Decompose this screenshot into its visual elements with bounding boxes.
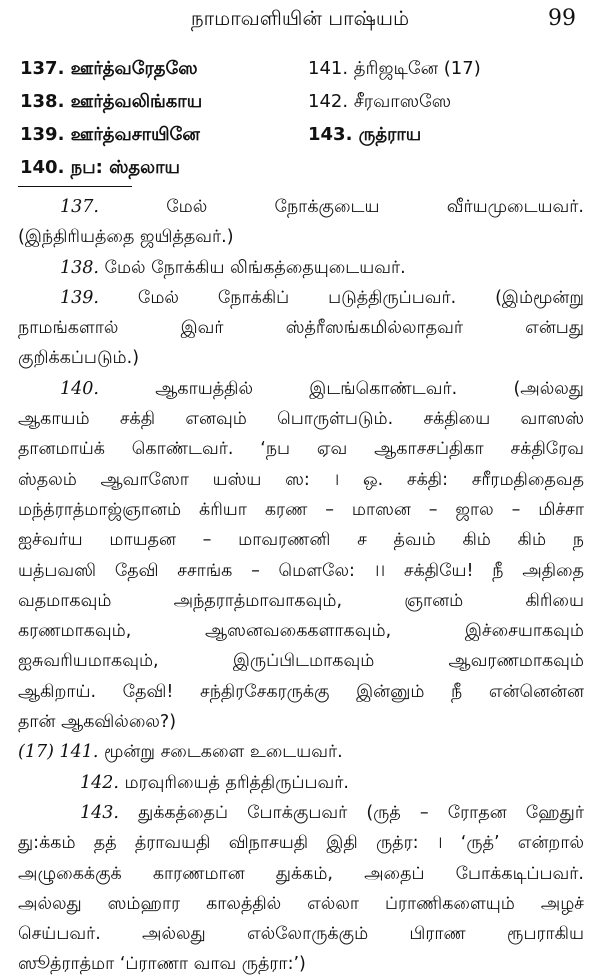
commentary-line xyxy=(18,919,584,949)
page-number: 99 xyxy=(548,6,576,31)
line-text: (இந்திரியத்தை ஜயித்தவர்.) xyxy=(18,227,234,248)
name-143: 143. ருத்ராய xyxy=(308,124,422,145)
name-137: 137. ஊர்த்வரேதஸே xyxy=(20,58,198,79)
commentary-line xyxy=(18,404,584,434)
line-text: தானமாய்க் கொண்டவர். ‘நப ஏவ ஆகாசசப்திகா சக்திரேவ xyxy=(18,439,584,460)
line-text: அல்லது ஸம்ஹார காலத்தில் எல்லா ப்ராணிகளையும் அழச் xyxy=(18,893,584,914)
line-text: ஐசுவரியமாகவும், இருப்பிடமாகவும் ஆவரணமாகவும் xyxy=(18,651,584,672)
names-row xyxy=(16,91,586,124)
line-text: யத்பவஸி தேவி சசாங்க – மௌலே: ।। சக்தியே! நீ அதிதை xyxy=(18,560,584,581)
line-text: தான் ஆகவில்லை?) xyxy=(18,712,177,733)
line-text: ஆகிறாய். தேவி! சந்திரசேகரருக்கு இன்னும் நீ என்னென்ன xyxy=(18,681,584,702)
commentary-line xyxy=(18,828,584,858)
line-text: செய்பவர். அல்லது எல்லோருக்கும் பிராண ரூபராகிய xyxy=(18,924,584,945)
line-text: மரவுரியைத் தரித்திருப்பவர். xyxy=(124,772,349,793)
line-text: குறிக்கப்படும்.) xyxy=(18,348,140,369)
commentary-line xyxy=(18,495,584,525)
line-text: து:க்கம் தத் த்ராவயதி விநாசயதி இதி ருத்ர: । ‘ருத்’ என்றால் xyxy=(18,833,584,854)
commentary-line xyxy=(18,434,584,464)
names-table xyxy=(16,58,586,190)
names-row xyxy=(16,124,586,157)
line-text: வதமாகவும் அந்தராத்மாவாகவும், ஞானம் கிரியை xyxy=(18,590,584,611)
line-text: ஐச்வர்ய மாயதன – மாவரணனி ச த்வம் கிம் கிம் ந xyxy=(18,530,584,551)
commentary-line xyxy=(18,768,584,798)
line-text: நாமங்களால் இவர் ஸ்த்ரீஸங்கமில்லாதவர் என்பது xyxy=(18,318,584,339)
commentary-line xyxy=(18,586,584,616)
line-text: மூன்று சடைகளை உடையவர். xyxy=(104,742,343,763)
line-text: மேல் நோக்குடைய வீர்யமுடையவர். xyxy=(166,197,584,217)
line-text: கரணமாகவும், ஆஸனவகைகளாகவும், இச்சையாகவும் xyxy=(18,621,584,642)
commentary-line xyxy=(18,313,584,343)
commentary-line xyxy=(18,737,584,767)
entry-number: 142. xyxy=(80,772,119,793)
line-text: துக்கத்தைப் போக்குபவர் (ருத் – ரோதன ஹேதுர் xyxy=(138,802,584,823)
commentary-line xyxy=(18,374,584,404)
commentary-line xyxy=(18,253,584,283)
commentary-line xyxy=(18,707,584,737)
entry-number: 139. xyxy=(60,287,99,308)
running-title: நாமாவளியின் பாஷ்யம் xyxy=(190,6,410,30)
entry-number: 138. xyxy=(60,257,99,278)
line-text: அழுகைக்குக் காரணமான துக்கம், அதைப் போக்கடிப்பவர். xyxy=(18,863,584,884)
entry-number: 137. xyxy=(60,197,99,217)
names-row xyxy=(16,58,586,91)
commentary-line xyxy=(18,283,584,313)
name-142: 142. சீரவாஸஸே xyxy=(308,91,452,112)
commentary-line xyxy=(18,798,584,828)
line-text: மேல் நோக்கிய லிங்கத்தையுடையவர். xyxy=(104,257,406,278)
line-text: ஸூத்ராத்மா ‘ப்ராணா வாவ ருத்ரா:’) xyxy=(18,954,306,975)
name-139: 139. ஊர்த்வசாயினே xyxy=(20,124,200,145)
page-header xyxy=(0,6,600,36)
commentary-line xyxy=(18,525,584,555)
entry-number: 143. xyxy=(80,802,119,823)
section-divider xyxy=(18,186,132,187)
commentary-line xyxy=(18,677,584,707)
commentary-line xyxy=(18,343,584,373)
commentary-line xyxy=(18,859,584,889)
commentary-line xyxy=(18,949,584,979)
commentary-line xyxy=(18,889,584,919)
entry-number: (17) 141. xyxy=(18,742,99,763)
line-text: ஸ்தலம் ஆவாஸோ யஸ்ய ஸ: । ஒ. சக்தி: சரீரமதிதைவத xyxy=(18,469,584,490)
commentary-line xyxy=(18,465,584,495)
line-text: ஆகாயம் சக்தி எனவும் பொருள்படும். சக்தியை வாஸஸ் xyxy=(18,409,584,430)
line-text: மேல் நோக்கிப் படுத்திருப்பவர். (இம்மூன்று xyxy=(137,287,584,308)
commentary-body xyxy=(18,192,584,980)
commentary-line xyxy=(18,222,584,252)
commentary-line xyxy=(18,646,584,676)
name-138: 138. ஊர்த்வலிங்காய xyxy=(20,91,203,112)
name-140: 140. நப: ஸ்தலாய xyxy=(20,157,180,178)
commentary-line xyxy=(18,616,584,646)
line-text: ஆகாயத்தில் இடங்கொண்டவர். (அல்லது xyxy=(155,378,584,399)
name-141: 141. த்ரிஜடினே (17) xyxy=(308,58,481,79)
line-text: மந்த்ராத்மாஜ்ஞானம் க்ரியா கரண – மாஸன – ஜால – மிச்சா xyxy=(18,499,584,520)
commentary-line xyxy=(18,556,584,586)
commentary-line xyxy=(18,192,584,222)
entry-number: 140. xyxy=(60,378,99,399)
